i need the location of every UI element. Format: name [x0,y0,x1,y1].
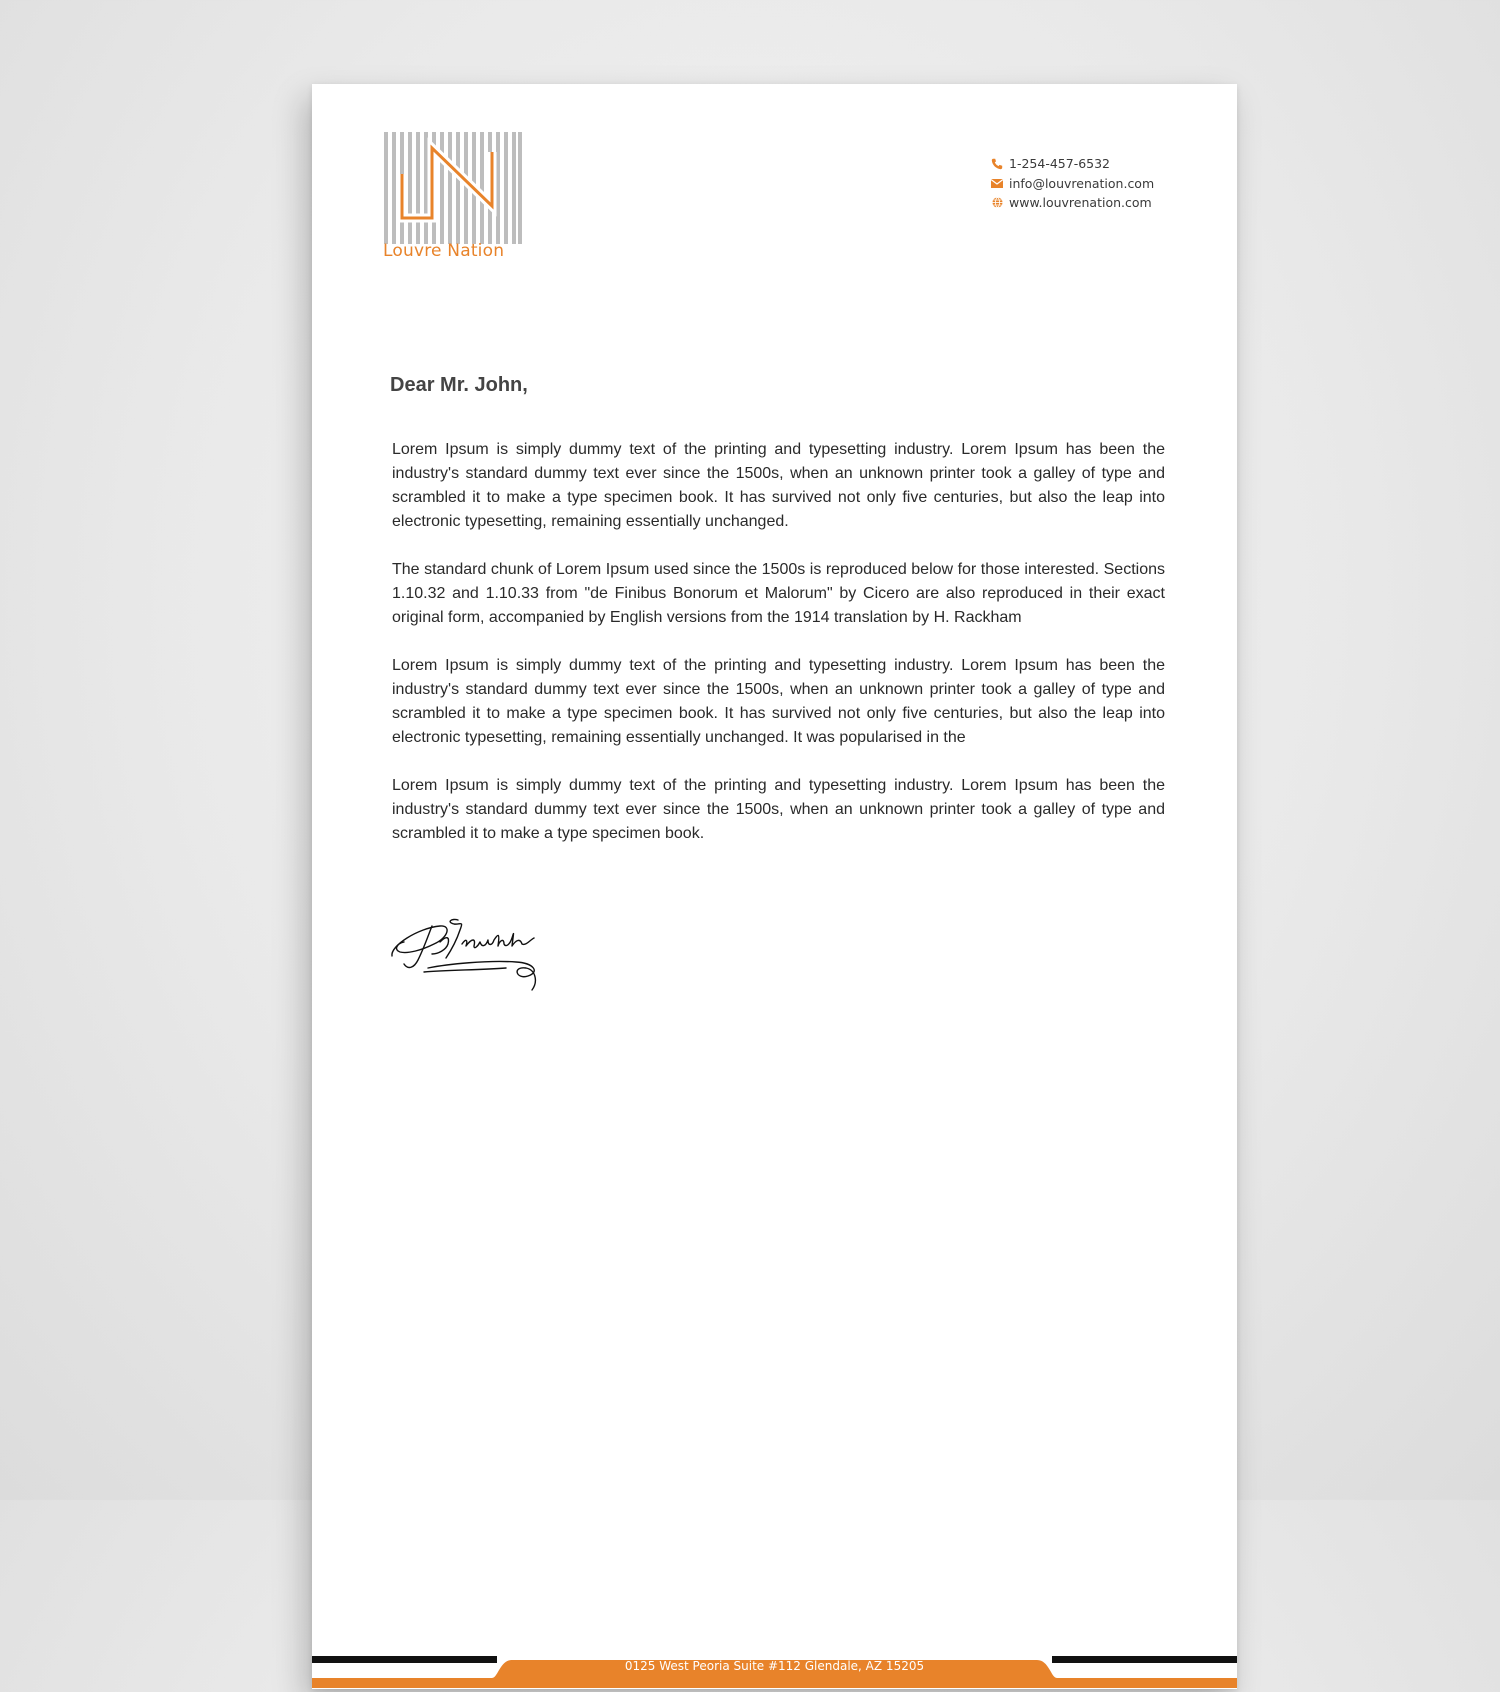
paragraph: Lorem Ipsum is simply dummy text of the printing and typesetting industry. Lorem Ipsum has been the industry's standard dummy text ever since the 1500s, when an unknown printer took a galley of type and scrambled it to make a type specimen book. It has survived not only five centuries, but also the leap into electronic typesetting, remaining essentially unchanged. [392,441,1165,530]
contact-website[interactable] [990,193,1154,213]
website-url: www.louvrenation.com [1009,195,1152,211]
brand-name: Louvre Nation [383,241,505,261]
paragraph: Lorem Ipsum is simply dummy text of the printing and typesetting industry. Lorem Ipsum has been the industry's standard dummy text ever since the 1500s, when an unknown printer took a galley of type and scrambled it to make a type specimen book. [392,777,1165,842]
letter-body [392,438,1165,870]
phone-icon [990,157,1004,171]
contact-email[interactable] [990,174,1154,194]
letter-greeting: Dear Mr. John, [390,374,528,396]
globe-icon [990,196,1004,210]
mail-icon [990,176,1004,190]
paragraph: Lorem Ipsum is simply dummy text of the printing and typesetting industry. Lorem Ipsum has been the industry's standard dummy text ever since the 1500s, when an unknown printer took a galley of type and scrambled it to make a type specimen book. It has survived not only five centuries, but also the leap into electronic typesetting, remaining essentially unchanged. It was popularised in the [392,657,1165,746]
handwritten-signature [388,906,548,1001]
letterhead-page [312,84,1237,1689]
paragraph: The standard chunk of Lorem Ipsum used since the 1500s is reproduced below for those interested. Sections 1.10.32 and 1.10.33 from "de Finibus Bonorum et Malorum" by Cicero are also reproduced in their exact original form, accompanied by English versions from the 1914 translation by H. Rackham [392,561,1165,626]
footer-address: 0125 West Peoria Suite #112 Glendale, AZ 15205 [624,1659,925,1673]
phone-number: 1-254-457-6532 [1009,156,1111,172]
email-address: info@louvrenation.com [1009,175,1155,191]
contact-block [990,154,1154,213]
company-logo [384,132,522,244]
contact-phone[interactable] [990,154,1154,174]
